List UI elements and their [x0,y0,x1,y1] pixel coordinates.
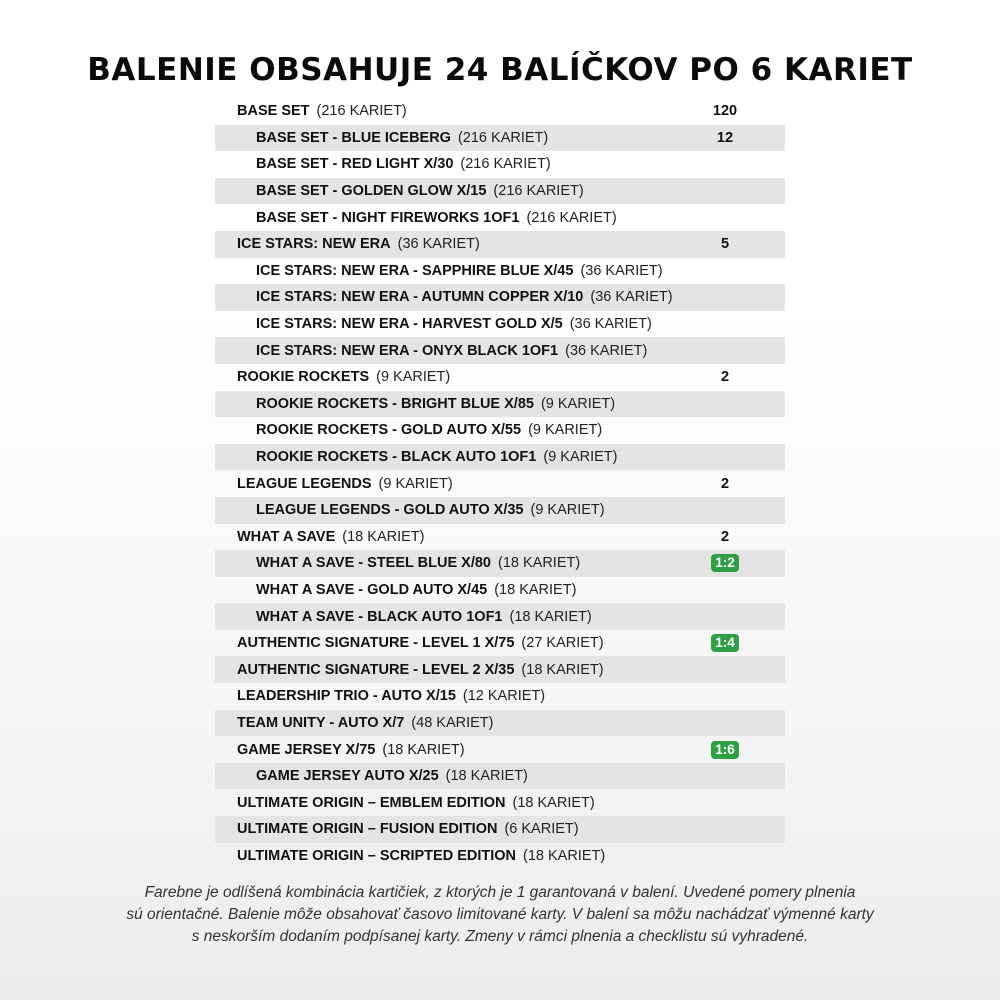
row-label [215,263,663,279]
row-label [215,289,673,305]
footnote-line: Farebne je odlíšená kombinácia kartičiek, z ktorých je 1 garantovaná v balení. Uvedené pomery plnenia [144,884,856,901]
table-row [215,497,785,524]
table-row [215,284,785,311]
card-set-name: ULTIMATE ORIGIN – FUSION EDITION [237,821,498,838]
card-set-name: ICE STARS: NEW ERA - SAPPHIRE BLUE X/45 [256,262,574,279]
card-set-name: ICE STARS: NEW ERA - AUTUMN COPPER X/10 [256,289,584,306]
table-row [215,231,785,258]
table-row [215,603,785,630]
row-label [215,742,465,758]
card-count: (18 KARIET) [521,661,604,678]
quantity-cell: 120 [712,103,738,120]
row-label [215,821,579,837]
card-count: (9 KARIET) [543,449,618,466]
card-count: (18 KARIET) [445,768,528,785]
table-row [215,816,785,843]
card-set-name: AUTHENTIC SIGNATURE - LEVEL 1 X/75 [237,635,515,652]
row-label [215,369,450,385]
row-label [215,635,604,651]
row-label [215,795,595,811]
card-count: (18 KARIET) [494,581,577,598]
card-count: (9 KARIET) [540,395,616,412]
card-count: (9 KARIET) [528,422,603,439]
table-row [215,258,785,285]
card-set-name: ULTIMATE ORIGIN – EMBLEM EDITION [237,794,506,811]
row-label [215,529,424,545]
card-set-name: ROOKIE ROCKETS [237,369,370,386]
card-set-name: BASE SET - GOLDEN GLOW X/15 [256,183,487,200]
row-label [215,156,551,172]
row-label [215,715,494,731]
ratio-cell [695,741,755,759]
table-row [215,364,785,391]
card-count: (36 KARIET) [580,262,663,279]
card-count: (216 KARIET) [457,129,549,146]
page-title: BALENIE OBSAHUJE 24 BALÍČKOV PO 6 KARIET [87,52,913,88]
card-set-name: BASE SET - RED LIGHT X/30 [256,156,454,173]
card-count: (9 KARIET) [376,369,451,386]
row-label [215,609,592,625]
card-set-name: ULTIMATE ORIGIN – SCRIPTED EDITION [237,847,516,864]
card-count: (36 KARIET) [397,236,480,253]
table-row [215,710,785,737]
row-label [215,316,652,332]
card-set-name: BASE SET [237,103,310,120]
card-set-name: BASE SET - NIGHT FIREWORKS 1OF1 [256,209,520,226]
ratio-badge: 1:4 [711,634,739,652]
table-row [215,204,785,231]
card-set-name: AUTHENTIC SIGNATURE - LEVEL 2 X/35 [237,661,515,678]
row-label [215,130,548,146]
card-set-name: ICE STARS: NEW ERA - HARVEST GOLD X/5 [256,316,563,333]
footnote-line: s neskorším dodaním podpísanej karty. Zmeny v rámci plnenia a checklistu sú vyhradené. [191,928,809,945]
card-count: (18 KARIET) [342,528,425,545]
row-label [215,848,605,864]
ratio-badge: 1:6 [711,741,739,759]
table-row [215,337,785,364]
row-label [215,688,545,704]
card-count: (216 KARIET) [493,183,584,200]
card-count: (27 KARIET) [521,635,604,652]
ratio-badge: 1:2 [711,554,739,572]
card-set-name: TEAM UNITY - AUTO X/7 [237,714,405,731]
table-row [215,763,785,790]
table-row [215,444,785,471]
card-set-name: GAME JERSEY AUTO X/25 [256,768,439,785]
row-label [215,343,647,359]
table-row [215,550,785,577]
quantity-cell: 5 [720,236,730,253]
row-label [215,210,617,226]
card-count: (18 KARIET) [509,608,592,625]
table-row [215,391,785,418]
card-count: (18 KARIET) [512,794,595,811]
table-row [215,178,785,205]
card-set-name: GAME JERSEY X/75 [237,741,376,758]
row-label [215,662,604,678]
card-set-name: ICE STARS: NEW ERA [237,236,391,253]
card-set-name: WHAT A SAVE [237,528,336,545]
row-label [215,449,617,465]
table-row [215,656,785,683]
card-set-name: WHAT A SAVE - GOLD AUTO X/45 [256,581,488,598]
footnote-line: sú orientačné. Balenie môže obsahovať časovo limitované karty. V balení sa môžu nachádzať výmenné karty [126,906,874,923]
table-row [215,151,785,178]
row-label [215,396,615,412]
table-row [215,98,785,125]
table-row [215,311,785,338]
ratio-cell [695,634,755,652]
card-set-name: ROOKIE ROCKETS - BLACK AUTO 1OF1 [256,449,537,466]
card-count: (18 KARIET) [382,741,465,758]
table-row [215,736,785,763]
table-row [215,470,785,497]
card-count: (216 KARIET) [526,209,617,226]
table-row [215,125,785,152]
row-label [215,103,407,119]
row-label [215,422,602,438]
table-row [215,577,785,604]
card-count: (18 KARIET) [497,555,581,572]
table-row [215,843,785,870]
table-row [215,630,785,657]
card-count: (9 KARIET) [378,475,453,492]
card-count: (12 KARIET) [462,688,546,705]
card-set-name: WHAT A SAVE - BLACK AUTO 1OF1 [256,608,503,625]
row-label [215,768,528,784]
card-set-name: ROOKIE ROCKETS - GOLD AUTO X/55 [256,422,522,439]
footnote [40,882,960,948]
quantity-cell: 2 [720,528,730,545]
row-label [215,476,453,492]
card-set-name: ICE STARS: NEW ERA - ONYX BLACK 1OF1 [256,342,559,359]
card-count: (6 KARIET) [504,821,579,838]
card-set-name: LEADERSHIP TRIO - AUTO X/15 [237,688,456,705]
card-count: (36 KARIET) [565,342,648,359]
row-label [215,502,605,518]
quantity-cell: 2 [720,369,730,386]
table-row [215,789,785,816]
quantity-cell: 2 [720,475,730,492]
card-set-name: LEAGUE LEGENDS [237,475,372,492]
table-row [215,524,785,551]
row-label [215,236,480,252]
quantity-cell: 12 [716,129,734,146]
table-row [215,683,785,710]
card-set-name: LEAGUE LEGENDS - GOLD AUTO X/35 [256,502,524,519]
card-set-name: WHAT A SAVE - STEEL BLUE X/80 [256,555,491,572]
card-count: (216 KARIET) [316,103,407,120]
card-count: (36 KARIET) [569,316,652,333]
card-count: (18 KARIET) [523,847,606,864]
checklist-table [215,98,785,869]
card-count: (9 KARIET) [530,502,605,519]
row-label [215,555,580,571]
row-label [215,183,584,199]
card-set-name: ROOKIE ROCKETS - BRIGHT BLUE X/85 [256,395,534,412]
table-row [215,417,785,444]
card-count: (48 KARIET) [411,714,494,731]
card-count: (36 KARIET) [590,289,673,306]
row-label [215,582,576,598]
ratio-cell [695,554,755,572]
card-count: (216 KARIET) [460,156,551,173]
card-set-name: BASE SET - BLUE ICEBERG [256,129,451,146]
